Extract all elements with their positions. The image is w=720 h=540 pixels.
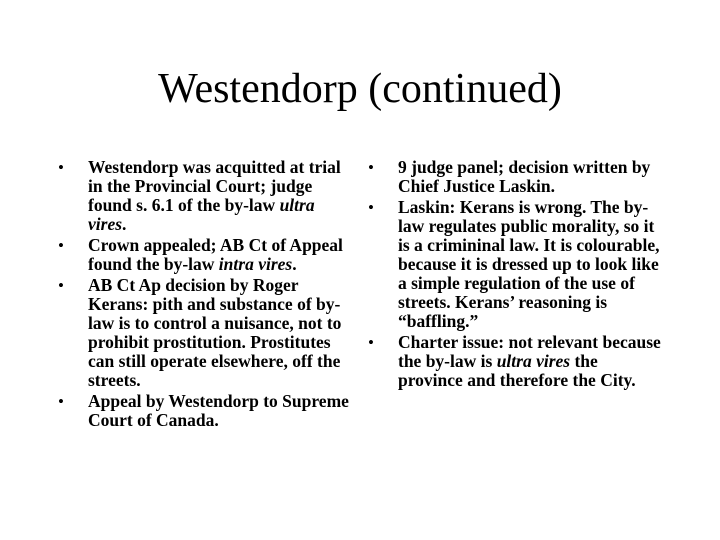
bullet-item: [58, 392, 353, 430]
bullet-text: Laskin: Kerans is wrong. The by-law regulates public morality, so it is a crimininal law. It is colourable, because it is dressed up to look like a simple regulation of the use of streets. Kerans’ reasoning is “baffling.”: [398, 197, 660, 331]
bullet-item: [368, 333, 664, 390]
bullet-text: Crown appealed; AB Ct of Appeal found the by-law: [88, 235, 343, 274]
bullet-item: [368, 158, 664, 196]
bullet-text-italic: intra vires: [218, 254, 293, 274]
bullet-icon: •: [58, 276, 64, 295]
bullet-text: Westendorp was acquitted at trial in the Provincial Court; judge found s. 6.1 of the by-law: [88, 157, 341, 215]
bullet-icon: •: [58, 392, 64, 411]
bullet-icon: •: [368, 158, 374, 177]
bullet-icon: •: [58, 236, 64, 255]
left-bullet-list: [58, 158, 353, 432]
bullet-text-italic: ultra vires: [88, 195, 315, 234]
right-bullet-list: [368, 158, 664, 392]
slide-title: Westendorp (continued): [158, 66, 562, 112]
bullet-text: 9 judge panel; decision written by Chief Justice Laskin.: [398, 157, 651, 196]
bullet-text: AB Ct Ap decision by Roger Kerans: pith and substance of by-law is to control a nuisance, not to prohibit prostitution. Prostitutes can still operate elsewhere, off the streets.: [88, 275, 342, 390]
bullet-text: Charter issue: not relevant because the by-law is: [398, 332, 661, 371]
bullet-text: the province and therefore the City.: [398, 351, 636, 390]
bullet-text-italic: ultra vires: [496, 351, 571, 371]
bullet-item: [58, 236, 353, 274]
bullet-text: Appeal by Westendorp to Supreme Court of Canada.: [88, 391, 349, 430]
bullet-item: [58, 158, 353, 234]
bullet-text: .: [122, 214, 127, 234]
bullet-text: .: [292, 254, 297, 274]
bullet-item: [368, 198, 664, 331]
bullet-icon: •: [58, 158, 64, 177]
bullet-item: [58, 276, 353, 390]
bullet-icon: •: [368, 198, 374, 217]
bullet-icon: •: [368, 333, 374, 352]
